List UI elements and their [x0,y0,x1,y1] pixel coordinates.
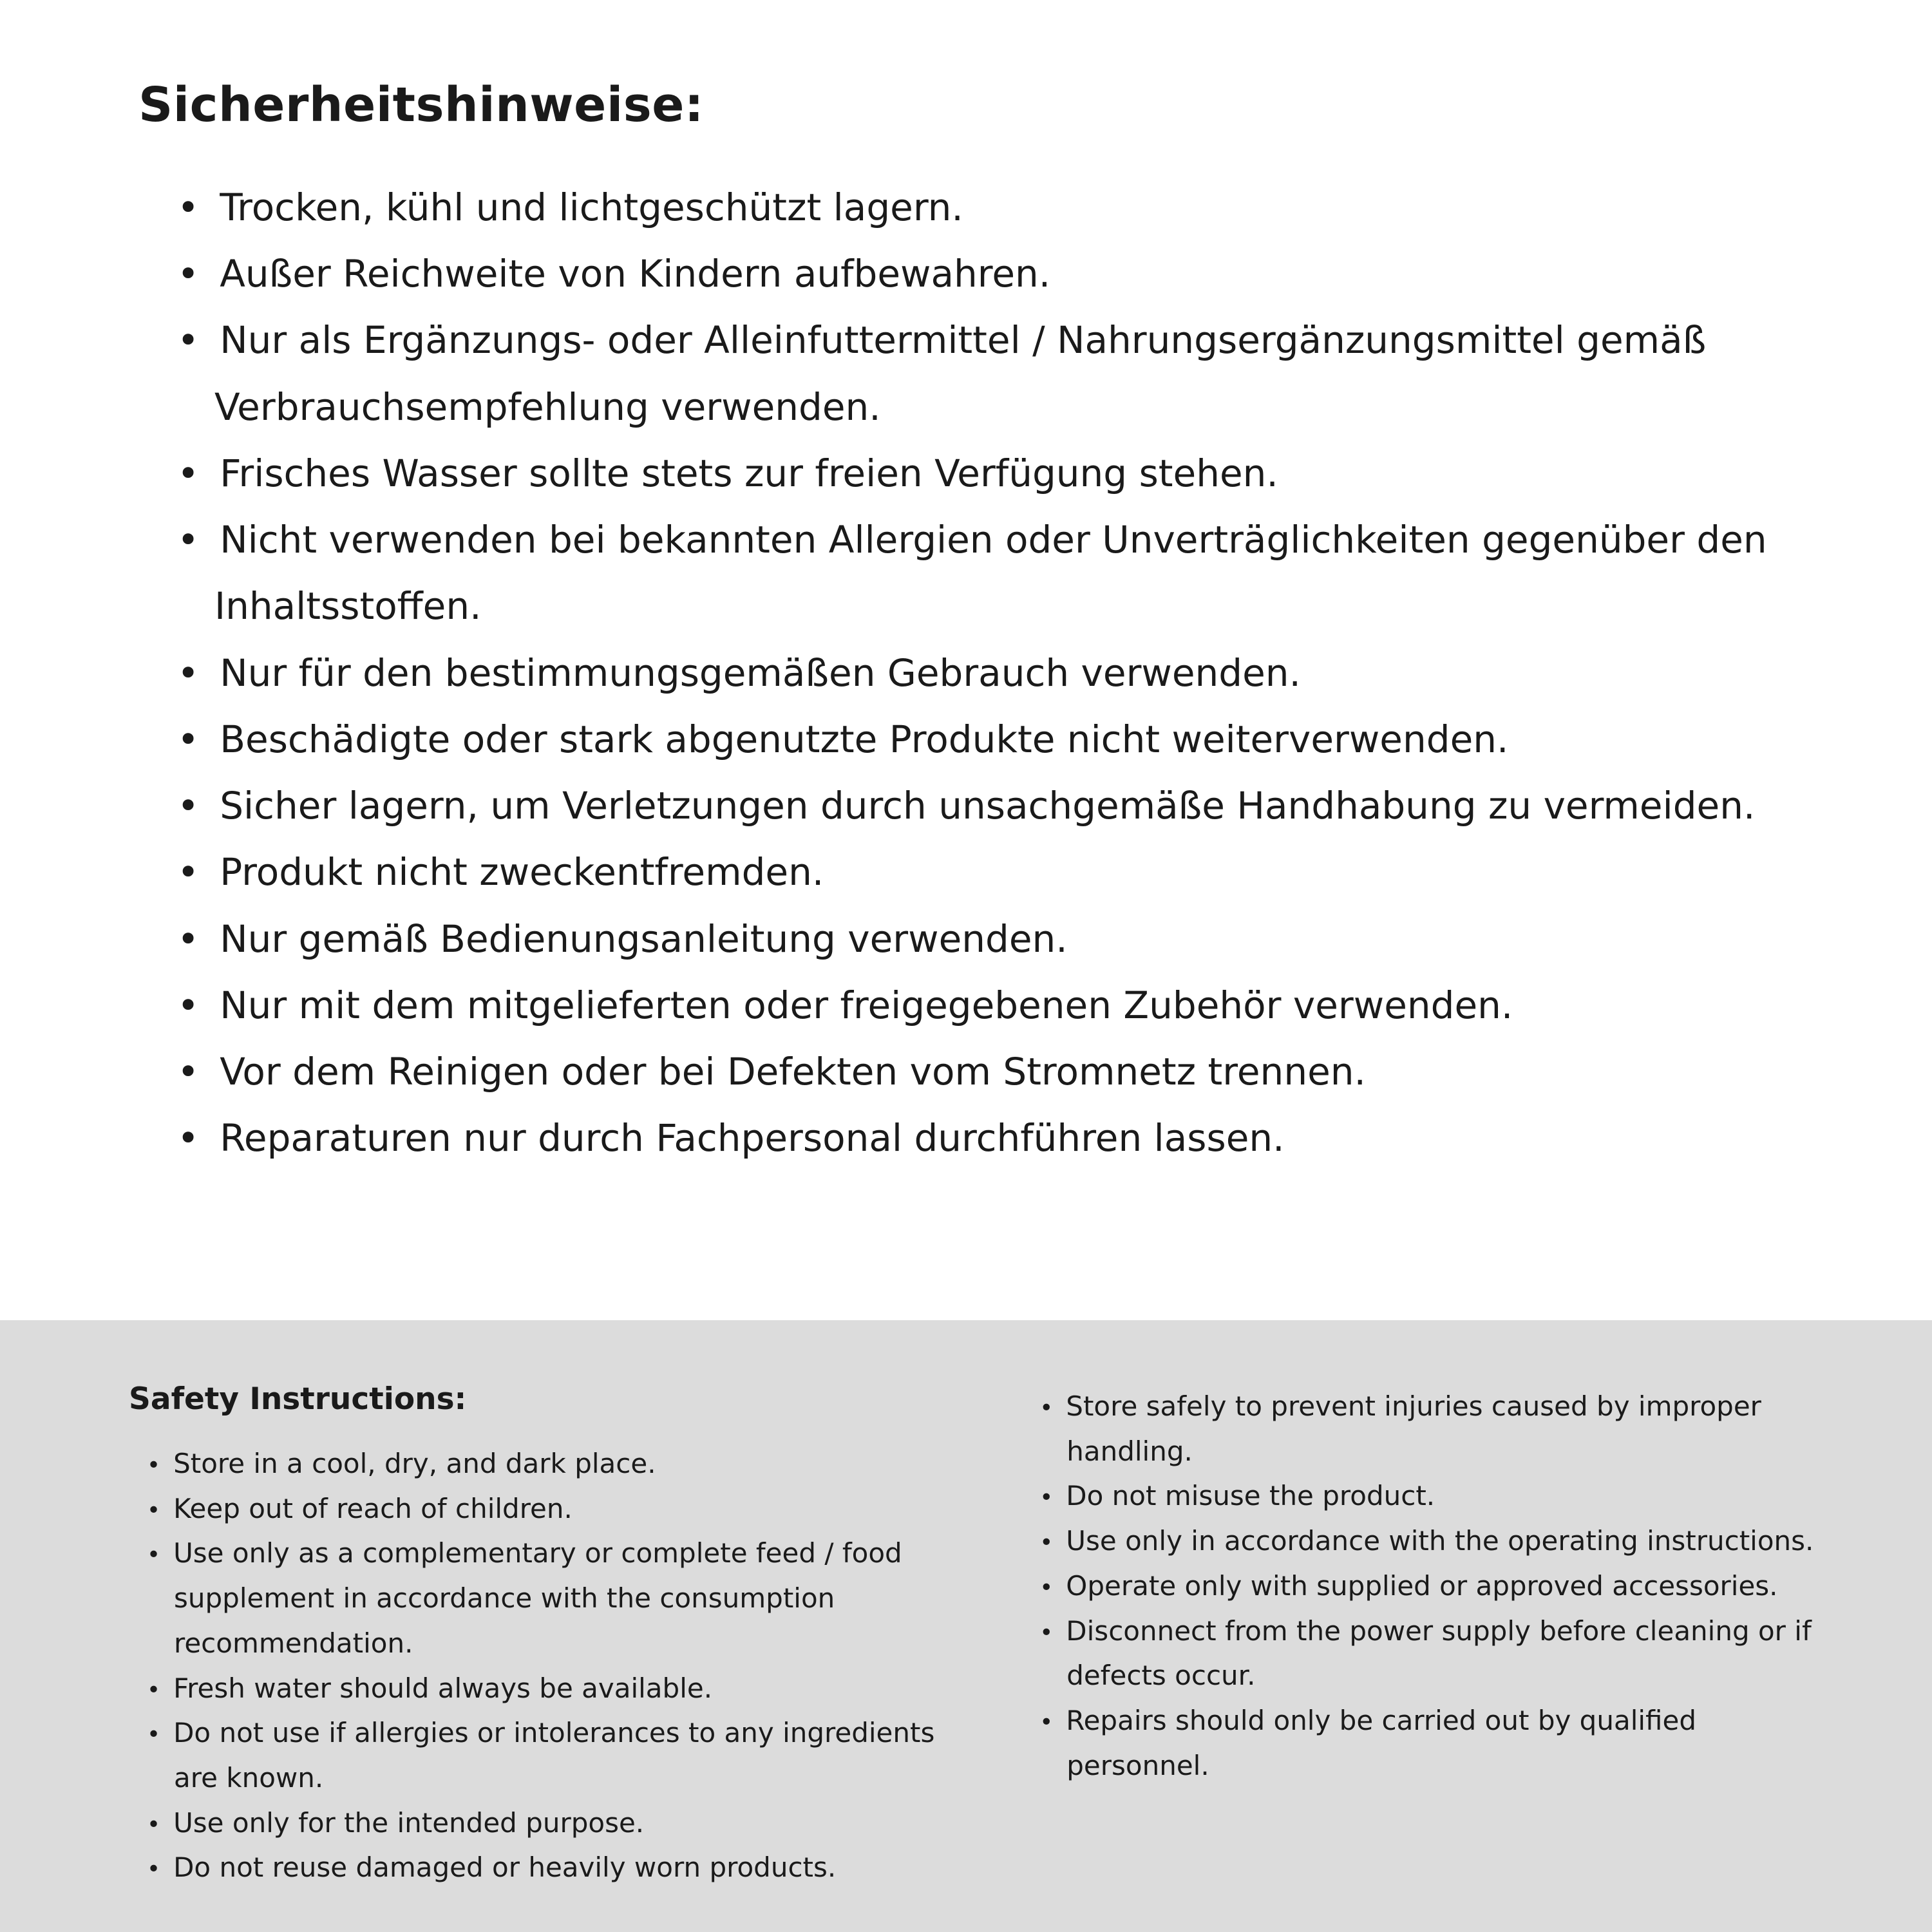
list-item: • Store in a cool, dry, and dark place. [147,1441,981,1486]
list-item: • Use only for the intended purpose. [147,1801,981,1846]
list-item: • Disconnect from the power supply before cleaning or if defects occur. [1039,1609,1842,1698]
list-item: • Use only as a complementary or complete feed / food supplement in accordance with the consumption recommendation. [147,1531,981,1665]
english-title: Safety Instructions: [129,1381,467,1417]
list-item: • Beschädigte oder stark abgenutzte Produkte nicht weiterverwenden. [177,706,1816,773]
list-item: • Nur für den bestimmungsgemäßen Gebrauch verwenden. [177,640,1816,706]
list-item: • Store safely to prevent injuries caused by improper handling. [1039,1384,1842,1473]
list-item: • Nur gemäß Bedienungsanleitung verwenden. [177,906,1816,972]
english-right-list [1039,1384,1842,1788]
list-item: • Do not reuse damaged or heavily worn products. [147,1845,981,1890]
list-item: • Reparaturen nur durch Fachpersonal durchführen lassen. [177,1105,1816,1171]
german-title: Sicherheitshinweise: [138,77,705,133]
list-item: • Trocken, kühl und lichtgeschützt lagern. [177,175,1816,241]
german-safety-list [138,175,1816,1172]
list-item: • Use only in accordance with the operating instructions. [1039,1519,1842,1564]
list-item: • Fresh water should always be available. [147,1666,981,1711]
list-item: • Do not misuse the product. [1039,1473,1842,1519]
list-item: • Nicht verwenden bei bekannten Allergien oder Unverträglichkeiten gegenüber den Inhaltsstoffen. [177,507,1816,639]
list-item: • Vor dem Reinigen oder bei Defekten vom Stromnetz trennen. [177,1039,1816,1105]
list-item: • Produkt nicht zweckentfremden. [177,839,1816,905]
list-item: • Nur als Ergänzungs- oder Alleinfuttermittel / Nahrungsergänzungsmittel gemäß Verbrauchsempfehlung verwenden. [177,307,1816,440]
english-left-list [129,1441,981,1890]
english-safety-section [0,1320,1932,1932]
english-left-column [129,1381,981,1906]
list-item: • Außer Reichweite von Kindern aufbewahren. [177,241,1816,307]
list-item: • Nur mit dem mitgelieferten oder freigegebenen Zubehör verwenden. [177,972,1816,1039]
list-item: • Sicher lagern, um Verletzungen durch unsachgemäße Handhabung zu vermeiden. [177,773,1816,839]
list-item: • Operate only with supplied or approved accessories. [1039,1564,1842,1609]
english-right-column [1039,1381,1842,1906]
list-item: • Keep out of reach of children. [147,1486,981,1531]
list-item: • Frisches Wasser sollte stets zur freien Verfügung stehen. [177,440,1816,507]
list-item: • Repairs should only be carried out by qualified personnel. [1039,1698,1842,1788]
list-item: • Do not use if allergies or intolerances to any ingredients are known. [147,1710,981,1800]
